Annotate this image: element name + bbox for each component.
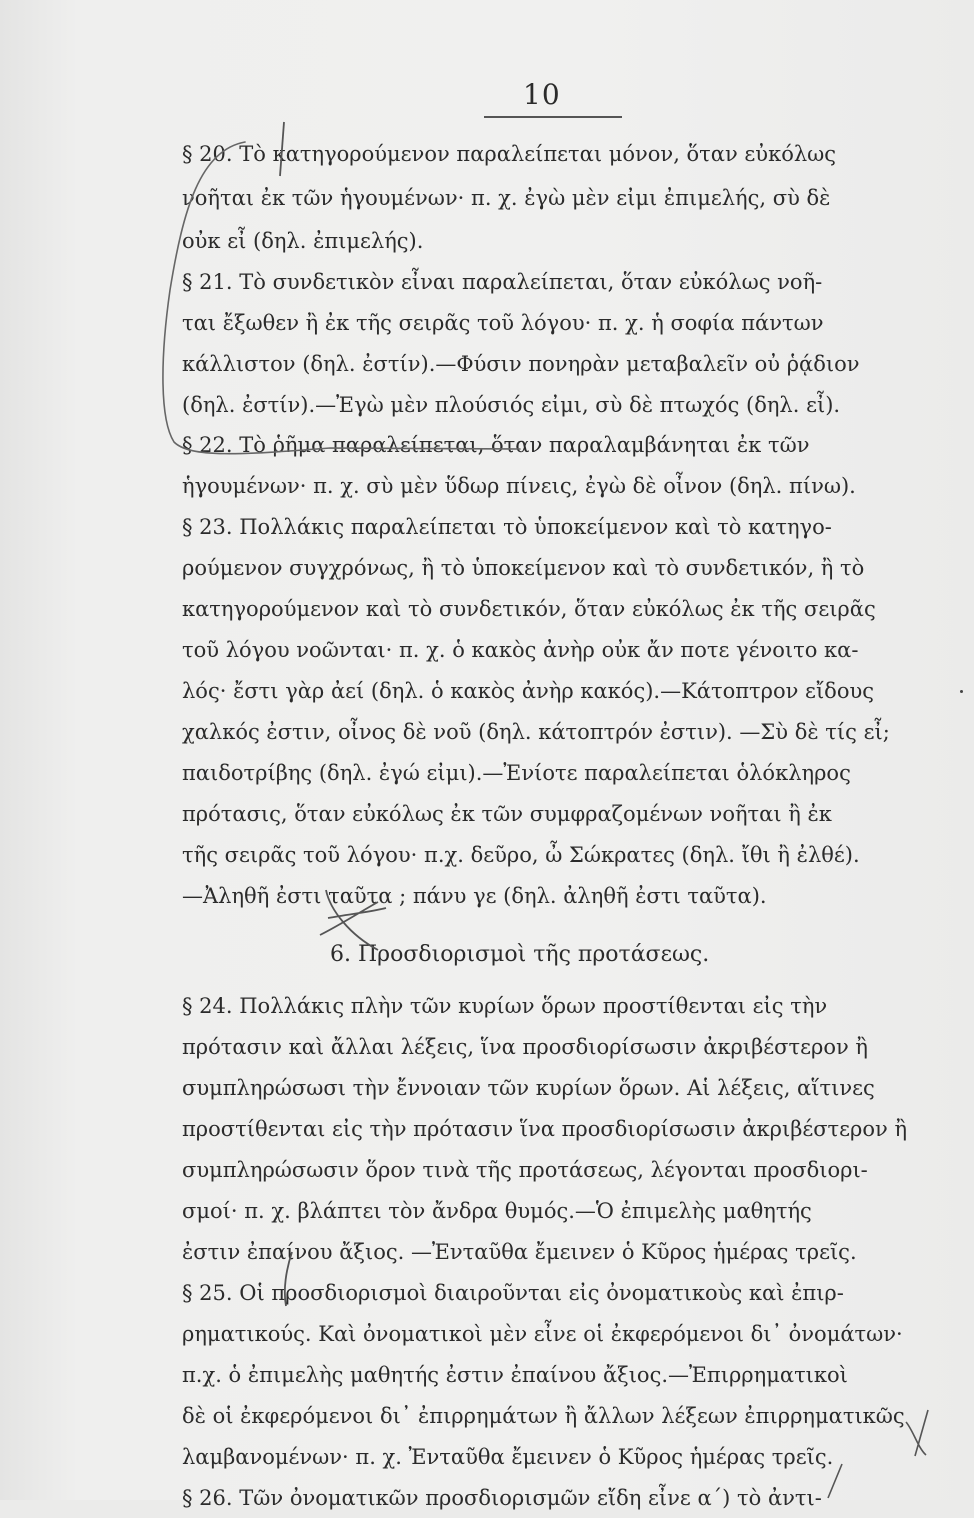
text-line: ρούμενον συγχρόνως, ἢ τὸ ὑποκείμενον καὶ τὸ συνδετικόν, ἢ τὸ xyxy=(182,556,865,580)
text-line: συμπληρώσωσιν ὅρον τινὰ τῆς προτάσεως, λέγονται προσδιορι- xyxy=(182,1158,868,1182)
text-line: ται ἔξωθεν ἢ ἐκ τῆς σειρᾶς τοῦ λόγου· π. χ. ἡ σοφία πάντων xyxy=(182,311,824,335)
text-line: χαλκός ἐστιν, οἶνος δὲ νοῦ (δηλ. κάτοπτρόν ἐστιν). —Σὺ δὲ τίς εἶ; xyxy=(182,720,890,744)
text-line: τῆς σειρᾶς τοῦ λόγου· π.χ. δεῦρο, ὦ Σώκρατες (δηλ. ἴθι ἢ ἐλθέ). xyxy=(182,843,860,867)
text-line: κάλλιστον (δηλ. ἐστίν).—Φύσιν πονηρὰν μεταβαλεῖν οὐ ῥᾴδιον xyxy=(182,352,860,376)
text-line: § 21. Τὸ συνδετικὸν εἶναι παραλείπεται, ὅταν εὐκόλως νοῆ- xyxy=(182,270,823,294)
text-line: π.χ. ὁ ἐπιμελὴς μαθητής ἐστιν ἐπαίνου ἄξιος.—Ἐπιρρηματικοὶ xyxy=(182,1363,848,1387)
text-line: § 22. Τὸ ῥῆμα παραλείπεται, ὅταν παραλαμβάνηται ἐκ τῶν xyxy=(182,433,810,457)
text-line: σμοί· π. χ. βλάπτει τὸν ἄνδρα θυμός.—Ὁ ἐπιμελὴς μαθητής xyxy=(182,1199,812,1223)
text-line: κατηγορούμενον καὶ τὸ συνδετικόν, ὅταν εὐκόλως ἐκ τῆς σειρᾶς xyxy=(182,597,876,621)
text-line: οὐκ εἶ (δηλ. ἐπιμελής). xyxy=(182,229,424,253)
text-line: προστίθενται εἰς τὴν πρότασιν ἵνα προσδιορίσωσιν ἀκριβέστερον ἢ xyxy=(182,1117,908,1141)
text-line: συμπληρώσωσι τὴν ἔννοιαν τῶν κυρίων ὅρων. Αἱ λέξεις, αἵτινες xyxy=(182,1076,875,1100)
page-number: 10 xyxy=(523,78,561,111)
text-line: § 24. Πολλάκις πλὴν τῶν κυρίων ὅρων προστίθενται εἰς τὴν xyxy=(182,994,828,1018)
section-heading: 6. Προσδιορισμοὶ τῆς προτάσεως. xyxy=(330,942,710,967)
text-line: πρότασιν καὶ ἄλλαι λέξεις, ἵνα προσδιορίσωσιν ἀκριβέστερον ἢ xyxy=(182,1035,868,1059)
header-rule xyxy=(484,116,622,118)
text-line: § 23. Πολλάκις παραλείπεται τὸ ὑποκείμενον καὶ τὸ κατηγο- xyxy=(182,515,832,539)
text-line: λός· ἔστι γὰρ ἀεί (δηλ. ὁ κακὸς ἀνὴρ κακός).—Κάτοπτρον εἴδους xyxy=(182,679,874,703)
text-line: § 25. Οἱ προσδιορισμοὶ διαιροῦνται εἰς ὀνοματικοὺς καὶ ἐπιρ- xyxy=(182,1281,844,1305)
text-line: —Ἀληθῆ ἐστι ταῦτα ; πάνυ γε (δηλ. ἀληθῆ ἐστι ταῦτα). xyxy=(182,884,767,908)
text-line: (δηλ. ἐστίν).—Ἐγὼ μὲν πλούσιός εἰμι, σὺ δὲ πτωχός (δηλ. εἶ). xyxy=(182,393,841,417)
text-line: δὲ οἱ ἐκφερόμενοι δι᾽ ἐπιρρημάτων ἢ ἄλλων λέξεων ἐπιρρηματικῶς xyxy=(182,1404,905,1428)
text-line: παιδοτρίβης (δηλ. ἐγώ εἰμι).—Ἐνίοτε παραλείπεται ὁλόκληρος xyxy=(182,761,851,785)
text-line: § 20. Τὸ κατηγορούμενον παραλείπεται μόνον, ὅταν εὐκόλως xyxy=(182,142,837,166)
text-line: νοῆται ἐκ τῶν ἡγουμένων· π. χ. ἐγὼ μὲν εἰμι ἐπιμελής, σὺ δὲ xyxy=(182,186,831,210)
text-line: πρότασις, ὅταν εὐκόλως ἐκ τῶν συμφραζομένων νοῆται ἢ ἐκ xyxy=(182,802,832,826)
text-line: ἡγουμένων· π. χ. σὺ μὲν ὕδωρ πίνεις, ἐγὼ δὲ οἶνον (δηλ. πίνω). xyxy=(182,474,856,498)
text-line: ρηματικούς. Καὶ ὀνοματικοὶ μὲν εἶνε οἱ ἐκφερόμενοι δι᾽ ὀνομάτων· xyxy=(182,1322,903,1346)
margin-dot xyxy=(960,690,963,693)
text-line: τοῦ λόγου νοῶνται· π. χ. ὁ κακὸς ἀνὴρ οὐκ ἄν ποτε γένοιτο κα- xyxy=(182,638,859,662)
text-line: § 26. Τῶν ὀνοματικῶν προσδιορισμῶν εἴδη εἶνε α΄) τὸ ἀντι- xyxy=(182,1486,822,1510)
text-line: λαμβανομένων· π. χ. Ἐνταῦθα ἔμεινεν ὁ Κῦρος ἡμέρας τρεῖς. xyxy=(182,1445,834,1469)
text-line: ἐστιν ἐπαίνου ἄξιος. —Ἐνταῦθα ἔμεινεν ὁ Κῦρος ἡμέρας τρεῖς. xyxy=(182,1240,857,1264)
